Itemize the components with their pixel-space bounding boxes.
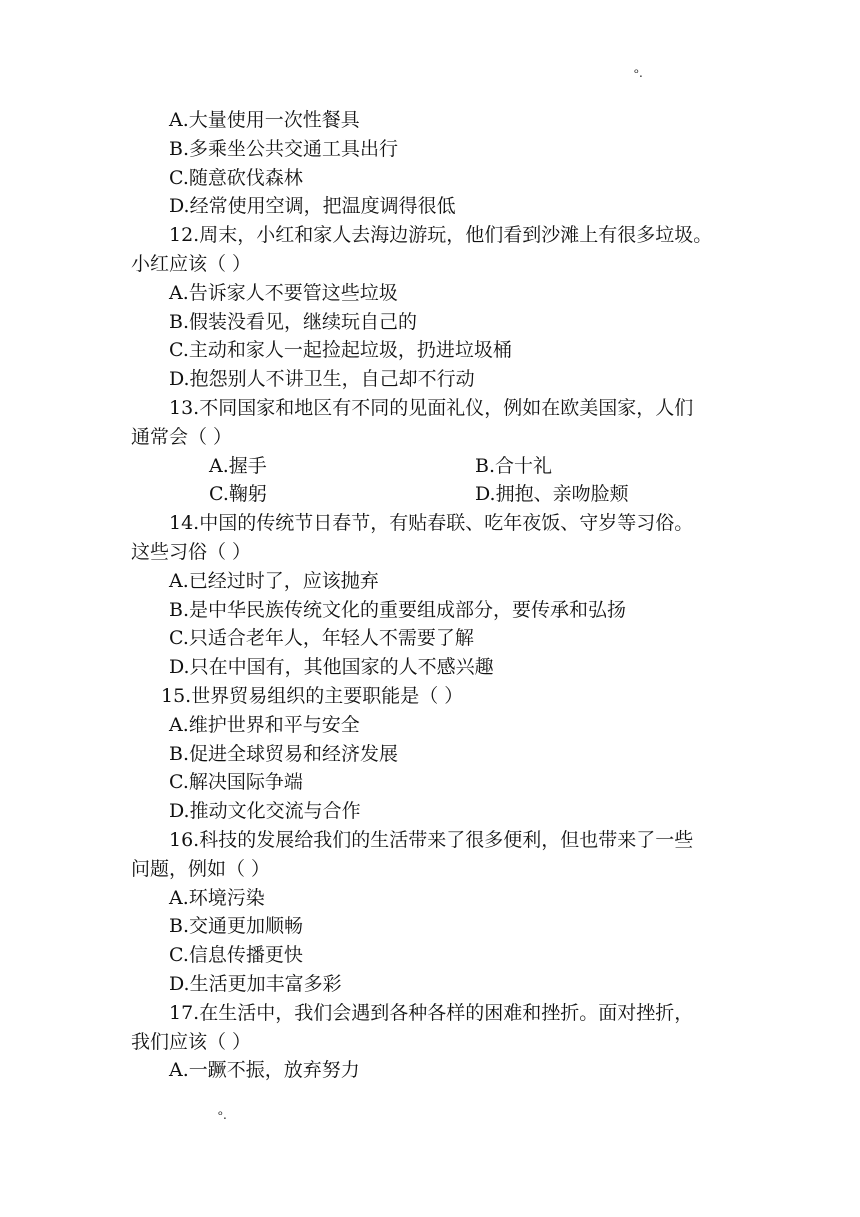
- q12-option-c: C.主动和家人一起捡起垃圾，扔进垃圾桶: [169, 339, 512, 362]
- exam-content: [131, 106, 741, 1085]
- q15-option-a: A.维护世界和平与安全: [169, 713, 360, 736]
- q17-stem-line2: 我们应该（ ）: [131, 1030, 252, 1053]
- page-mark-top: ᵒ.: [634, 66, 643, 80]
- q13-option-b: B.合十礼: [475, 454, 553, 477]
- q16-option-c: C.信息传播更快: [169, 944, 303, 967]
- q12-option-b: B.假装没看见，继续玩自己的: [169, 310, 418, 333]
- q14-option-c: C.只适合老年人，年轻人不需要了解: [169, 627, 474, 650]
- page-mark-bottom: ᵒ.: [218, 1108, 227, 1122]
- q11-option-a: A.大量使用一次性餐具: [169, 109, 360, 131]
- q12-option-a: A.告诉家人不要管这些垃圾: [169, 281, 398, 304]
- q17-option-a: A.一蹶不振，放弃努力: [169, 1059, 360, 1082]
- q13-options-row2: [131, 480, 741, 509]
- q17-stem-line1: 17.在生活中，我们会遇到各种各样的困难和挫折。面对挫折，: [169, 1001, 694, 1024]
- q14-option-b: B.是中华民族传统文化的重要组成部分，要传承和弘扬: [169, 598, 627, 621]
- q13-stem-line2: 通常会（ ）: [131, 425, 233, 448]
- q13-option-c: C.鞠躬: [209, 483, 267, 506]
- q14-stem-line2: 这些习俗（ ）: [131, 540, 252, 563]
- q14-option-a: A.已经过时了，应该抛弃: [169, 569, 379, 592]
- q16-stem-line1: 16.科技的发展给我们的生活带来了很多便利，但也带来了一些: [169, 828, 694, 851]
- q11-option-b: B.多乘坐公共交通工具出行: [169, 137, 399, 160]
- q12-option-d: D.抱怨别人不讲卫生，自己却不行动: [169, 368, 475, 391]
- q15-option-c: C.解决国际争端: [169, 771, 303, 794]
- q13-options-row1: [131, 452, 741, 481]
- q16-option-d: D.生活更加丰富多彩: [169, 972, 342, 995]
- q13-stem-line1: 13.不同国家和地区有不同的见面礼仪，例如在欧美国家，人们: [169, 396, 694, 419]
- q11-option-c: C.随意砍伐森林: [169, 166, 303, 189]
- q16-stem-line2: 问题，例如（ ）: [131, 857, 271, 880]
- q13-option-a: A.握手: [209, 454, 267, 477]
- q12-stem-line1: 12.周末，小红和家人去海边游玩，他们看到沙滩上有很多垃圾。: [169, 224, 713, 247]
- q13-option-d: D.拥抱、亲吻脸颊: [475, 483, 629, 506]
- q16-option-b: B.交通更加顺畅: [169, 915, 304, 938]
- q15-stem-line1: 15.世界贸易组织的主要职能是（ ）: [161, 684, 464, 707]
- q15-option-b: B.促进全球贸易和经济发展: [169, 742, 399, 765]
- q11-option-d: D.经常使用空调，把温度调得很低: [169, 195, 456, 218]
- q15-option-d: D.推动文化交流与合作: [169, 800, 361, 823]
- q12-stem-line2: 小红应该（ ）: [131, 252, 252, 275]
- q14-option-d: D.只在中国有，其他国家的人不感兴趣: [169, 656, 494, 679]
- q16-option-a: A.环境污染: [169, 886, 265, 909]
- q14-stem-line1: 14.中国的传统节日春节，有贴春联、吃年夜饭、守岁等习俗。: [169, 512, 694, 535]
